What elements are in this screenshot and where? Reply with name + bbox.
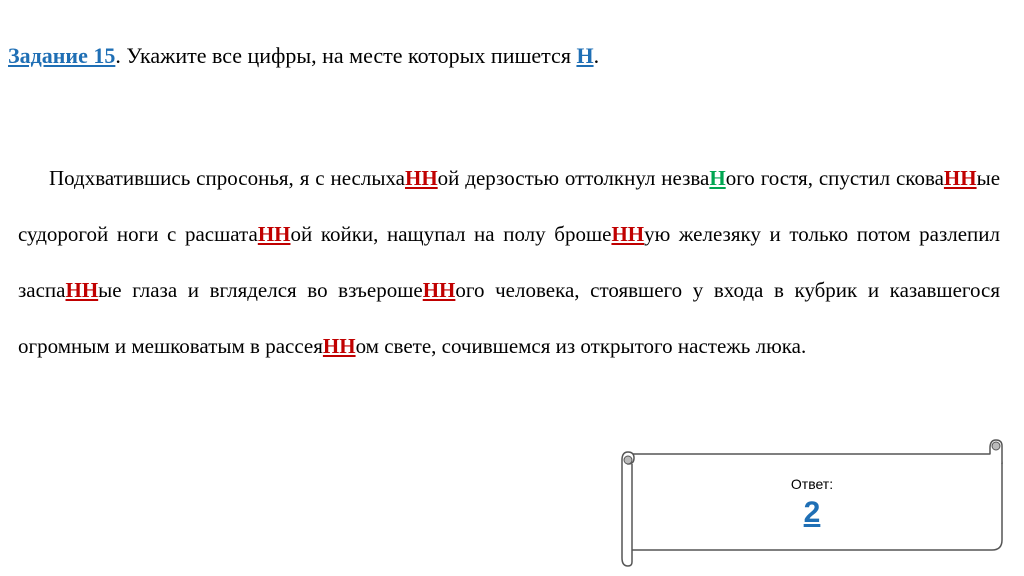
answer-label: Ответ: xyxy=(790,476,834,492)
task-heading xyxy=(8,43,599,69)
task-end: . xyxy=(593,43,600,68)
task-instruction: Укажите все цифры, на месте которых пишется xyxy=(120,43,577,68)
text-segment: ую железяку и только потом разлепил заспа xyxy=(18,222,1000,302)
spelling-marker-7: НН xyxy=(422,278,456,302)
task-period: . xyxy=(115,43,121,68)
task-number-link[interactable]: Задание 15 xyxy=(8,43,116,68)
text-segment: ые судорогой ноги с расшата xyxy=(18,166,1001,246)
text-segment: Подхватившись спросонья, я с неслыха xyxy=(49,166,405,190)
spelling-marker-8: НН xyxy=(322,334,356,358)
text-segment: ой койки, нащупал на полу броше xyxy=(290,222,612,246)
spelling-marker-6: НН xyxy=(65,278,99,302)
text-segment: ого человека, стоявшего у входа в кубрик и казавшегося огромным и мешковатым в рассея xyxy=(18,278,1001,358)
spelling-marker-2: Н xyxy=(709,166,726,190)
spelling-marker-4: НН xyxy=(257,222,291,246)
answer-value[interactable]: 2 xyxy=(803,496,821,529)
task-letter-link[interactable]: Н xyxy=(576,43,594,68)
text-segment: ого гостя, спустил скова xyxy=(725,166,944,190)
spelling-marker-3: НН xyxy=(943,166,977,190)
text-segment: ом свете, сочившемся из открытого настежь люка. xyxy=(355,334,807,358)
text-segment: ые глаза и вгляделся во взъероше xyxy=(98,278,423,302)
spelling-marker-5: НН xyxy=(611,222,645,246)
text-segment: ой дерзостью оттолкнул незва xyxy=(437,166,710,190)
task-text xyxy=(18,150,1000,374)
spelling-marker-1: НН xyxy=(405,166,438,190)
